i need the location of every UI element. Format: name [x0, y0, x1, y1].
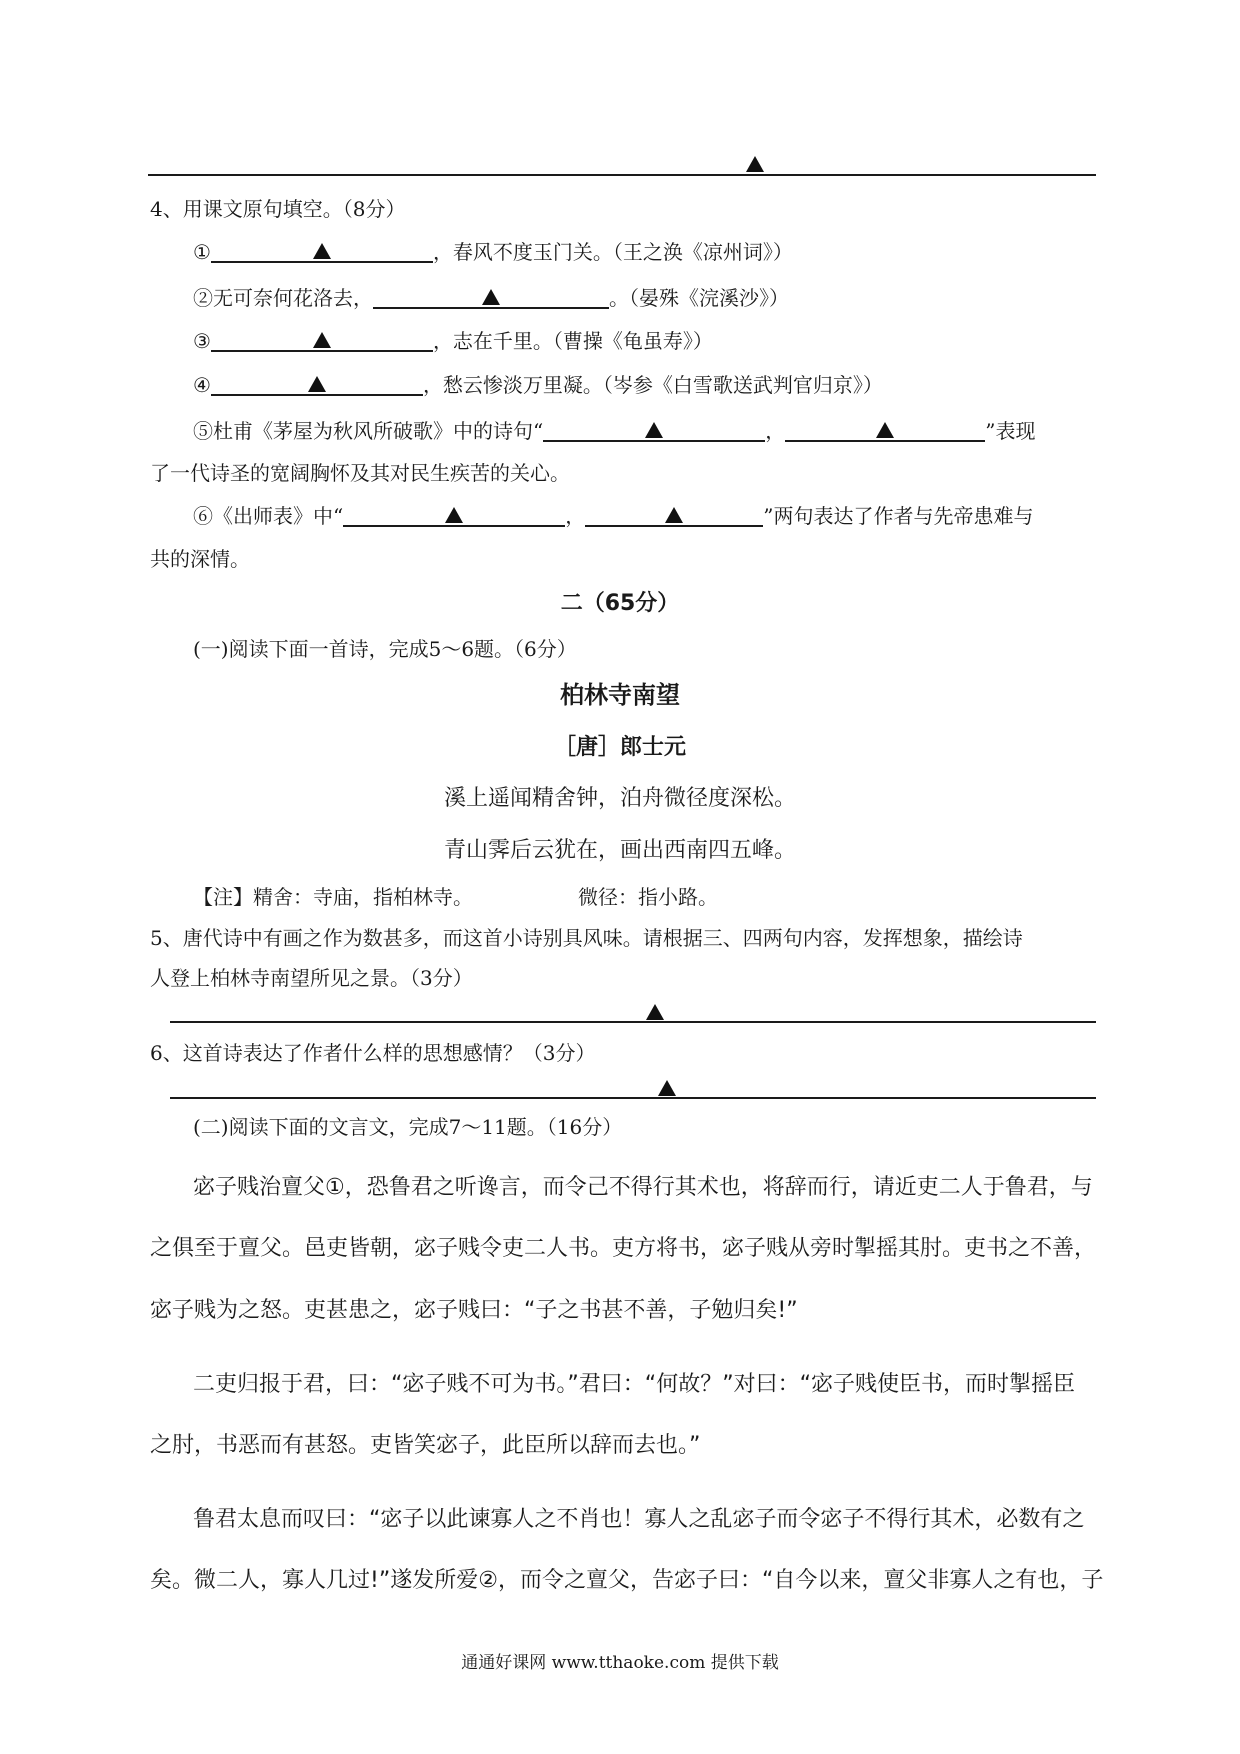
- q6-text: 6、这首诗表达了作者什么样的思想感情？（3分）: [150, 1041, 596, 1065]
- text-p2-line-2: 之肘，书恶而有甚怒。吏皆笑宓子，此臣所以辞而去也。”: [150, 1433, 701, 1458]
- fill-blank[interactable]: [785, 418, 985, 442]
- q5-line-2: 人登上柏林寺南望所见之景。（3分）: [150, 966, 473, 990]
- blank-marker-icon: [746, 156, 764, 172]
- text-p3-line-1: 鲁君太息而叹曰：“宓子以此谏寡人之不肖也！寡人之乱宓子而令宓子不得行其术，必数有之: [193, 1507, 1085, 1532]
- blank-marker-icon: [482, 289, 500, 305]
- answer-line-q3: [148, 174, 1096, 176]
- text-p1-line-1: 宓子贱治亶父①，恐鲁君之听谗言，而令己不得行其术也，将辞而行，请近吏二人于鲁君，与: [193, 1175, 1093, 1200]
- q4-line-6: ⑥《出师表》中“ ， ”两句表达了作者与先帝患难与: [193, 504, 1034, 528]
- blank-marker-icon: [645, 422, 663, 438]
- section-heading: 二（65分）: [560, 591, 680, 616]
- fill-blank[interactable]: [373, 285, 609, 309]
- blank-marker-icon: [313, 243, 331, 259]
- fill-blank[interactable]: [343, 503, 565, 527]
- poem-line-2: 青山霁后云犹在，画出西南四五峰。: [443, 838, 796, 863]
- fill-blank[interactable]: [585, 503, 763, 527]
- fill-blank[interactable]: [543, 418, 765, 442]
- fill-blank[interactable]: [211, 328, 433, 352]
- q4-line-2: ②无可奈何花洛去， 。（晏殊《浣溪沙》）: [193, 286, 789, 310]
- q4-line-5: ⑤杜甫《茅屋为秋风所破歌》中的诗句“ ， ”表现: [193, 419, 1036, 443]
- blank-marker-icon: [665, 507, 683, 523]
- fill-blank[interactable]: [211, 239, 433, 263]
- poem-line-1: 溪上遥闻精舍钟，泊舟微径度深松。: [443, 786, 796, 811]
- text-p1-line-2: 之俱至于亶父。邑吏皆朝，宓子贱令吏二人书。吏方将书，宓子贱从旁时掣摇其肘。吏书之不善，: [150, 1236, 1097, 1261]
- poem-note-2: 微径：指小路。: [578, 885, 718, 909]
- blank-marker-icon: [313, 332, 331, 348]
- answer-line-q5[interactable]: [170, 1021, 1096, 1023]
- blank-marker-icon: [658, 1080, 676, 1096]
- text-p3-line-2: 矣。微二人，寡人几过!”遂发所爱②，而令之亶父，告宓子曰：“自今以来，亶父非寡人之有也，子: [150, 1568, 1104, 1593]
- q5-line-1: 5、唐代诗中有画之作为数甚多，而这首小诗别具风味。请根据三、四两句内容，发挥想象，描绘诗: [150, 926, 1023, 950]
- fill-blank[interactable]: [211, 372, 423, 396]
- blank-marker-icon: [308, 376, 326, 392]
- text-p2-line-1: 二吏归报于君，曰：“宓子贱不可为书。”君曰：“何故？”对曰：“宓子贱使臣书，而时掣摇臣: [193, 1372, 1075, 1397]
- poem-title: 柏林寺南望: [560, 681, 680, 709]
- blank-marker-icon: [646, 1004, 664, 1020]
- poem-note: 【注】精舍：寺庙，指柏林寺。: [193, 885, 473, 909]
- blank-marker-icon: [445, 507, 463, 523]
- page-footer: 通通好课网 www.tthaoke.com 提供下载: [461, 1653, 779, 1673]
- poem-author: ［唐］郎士元: [553, 735, 686, 760]
- q4-title: 4、用课文原句填空。（8分）: [150, 197, 406, 221]
- q4-line-3: ③ ，志在千里。（曹操《龟虽寿》）: [193, 329, 713, 353]
- answer-line-q6[interactable]: [170, 1097, 1096, 1099]
- q4-line-6-cont: 共的深情。: [150, 547, 250, 571]
- part1-heading: (一)阅读下面一首诗，完成5～6题。（6分）: [193, 637, 577, 661]
- blank-marker-icon: [876, 422, 894, 438]
- q4-line-4: ④ ，愁云惨淡万里凝。（岑参《白雪歌送武判官归京》）: [193, 373, 883, 397]
- part2-heading: (二)阅读下面的文言文，完成7～11题。（16分）: [193, 1115, 623, 1139]
- q4-line-1: ① ，春风不度玉门关。（王之涣《凉州词》）: [193, 240, 793, 264]
- q4-line-5-cont: 了一代诗圣的宽阔胸怀及其对民生疾苦的关心。: [150, 461, 570, 485]
- text-p1-line-3: 宓子贱为之怒。吏甚患之，宓子贱曰：“子之书甚不善，子勉归矣!”: [150, 1298, 798, 1323]
